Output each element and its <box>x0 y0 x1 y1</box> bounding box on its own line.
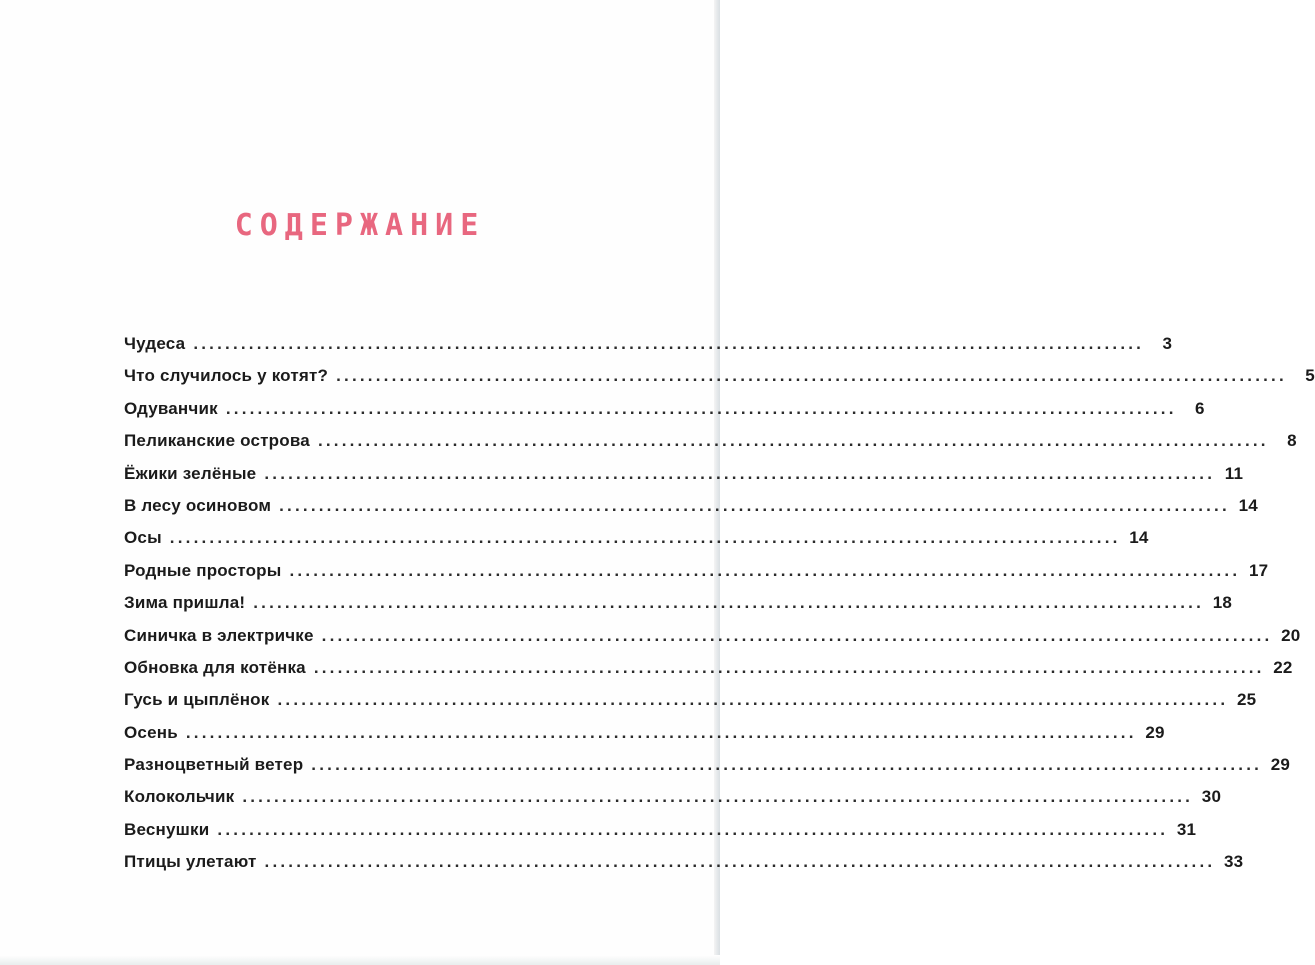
toc-entry-title: Обновка для котёнка <box>124 657 306 677</box>
table-of-contents <box>124 334 1315 885</box>
toc-dot-leader: ........................................................................................................................ <box>193 334 1145 353</box>
toc-page-number: 17 <box>1248 560 1269 580</box>
toc-page-number: 29 <box>1270 755 1291 775</box>
toc-page-number: 29 <box>1145 722 1165 742</box>
toc-entry[interactable] <box>124 787 1222 819</box>
toc-dot-leader: ........................................................................................................................ <box>217 819 1169 839</box>
toc-entry-title: Зима пришла! <box>124 593 246 613</box>
toc-entry[interactable] <box>124 334 1173 366</box>
toc-entry[interactable] <box>124 625 1301 658</box>
toc-dot-leader: ........................................................................................................................ <box>289 560 1241 580</box>
toc-entry-title: Родные просторы <box>124 560 282 580</box>
toc-entry-title: Что случилось у котят? <box>124 366 329 386</box>
toc-page-number: 22 <box>1273 657 1293 677</box>
toc-entry-title: Осы <box>124 528 162 548</box>
toc-dot-leader: ........................................................................................................................ <box>317 431 1269 451</box>
toc-entry-title: Одуванчик <box>124 398 218 418</box>
toc-dot-leader: ........................................................................................................................ <box>336 366 1287 386</box>
toc-entry[interactable] <box>124 852 1244 884</box>
toc-page-number: 14 <box>1238 495 1258 515</box>
toc-entry[interactable] <box>124 755 1291 787</box>
toc-dot-leader: ........................................................................................................................ <box>242 787 1194 807</box>
toc-entry-title: Осень <box>124 722 178 742</box>
toc-entry-title: В лесу осиновом <box>124 495 272 515</box>
toc-entry[interactable] <box>124 463 1244 496</box>
toc-dot-leader: ........................................................................................................................ <box>321 625 1273 645</box>
toc-entry[interactable] <box>124 366 1315 398</box>
toc-page-number: 25 <box>1236 690 1257 710</box>
toc-page-number: 31 <box>1176 819 1197 839</box>
toc-entry[interactable] <box>124 528 1149 560</box>
toc-entry-title: Синичка в электричке <box>124 625 314 645</box>
toc-dot-leader: ........................................................................................................................ <box>277 690 1229 710</box>
toc-entry-title: Гусь и цыплёнок <box>124 690 270 710</box>
toc-entry[interactable] <box>124 819 1197 852</box>
toc-dot-leader: ........................................................................................................................ <box>185 722 1137 742</box>
contents-heading: СОДЕРЖАНИЕ <box>234 208 486 243</box>
toc-page-number: 11 <box>1224 463 1244 483</box>
toc-entry[interactable] <box>124 495 1258 528</box>
toc-page-number: 3 <box>1162 334 1173 353</box>
toc-dot-leader: ........................................................................................................................ <box>311 755 1263 775</box>
toc-entry[interactable] <box>124 593 1232 625</box>
toc-page-number: 18 <box>1212 593 1232 613</box>
toc-entry-title: Чудеса <box>124 334 186 353</box>
toc-dot-leader: ........................................................................................................................ <box>264 852 1216 872</box>
toc-page-number: 8 <box>1287 431 1297 451</box>
toc-entry-title: Разноцветный ветер <box>124 755 304 775</box>
toc-entry[interactable] <box>124 657 1293 690</box>
toc-entry[interactable] <box>124 431 1297 463</box>
page-bottom-shadow <box>0 955 720 965</box>
toc-dot-leader: ........................................................................................................................ <box>313 657 1265 677</box>
toc-entry-title: Колокольчик <box>124 787 235 807</box>
toc-dot-leader: ........................................................................................................................ <box>264 463 1216 483</box>
toc-page-number: 30 <box>1201 787 1222 807</box>
toc-dot-leader: ........................................................................................................................ <box>225 398 1177 418</box>
toc-dot-leader: ........................................................................................................................ <box>253 593 1204 613</box>
toc-dot-leader: ........................................................................................................................ <box>279 495 1230 515</box>
toc-entry-title: Птицы улетают <box>124 852 257 872</box>
toc-entry[interactable] <box>124 690 1257 722</box>
toc-entry-title: Веснушки <box>124 819 210 839</box>
toc-page-number: 20 <box>1281 625 1301 645</box>
toc-entry[interactable] <box>124 398 1205 431</box>
toc-page-number: 6 <box>1194 398 1205 418</box>
toc-entry-title: Ёжики зелёные <box>124 463 257 483</box>
toc-entry-title: Пеликанские острова <box>124 431 310 451</box>
toc-page-number: 33 <box>1224 852 1244 872</box>
toc-entry[interactable] <box>124 560 1269 593</box>
toc-page-number: 14 <box>1129 528 1149 548</box>
toc-page-number: 5 <box>1305 366 1315 386</box>
toc-entry[interactable] <box>124 722 1165 755</box>
toc-dot-leader: ........................................................................................................................ <box>169 528 1121 548</box>
